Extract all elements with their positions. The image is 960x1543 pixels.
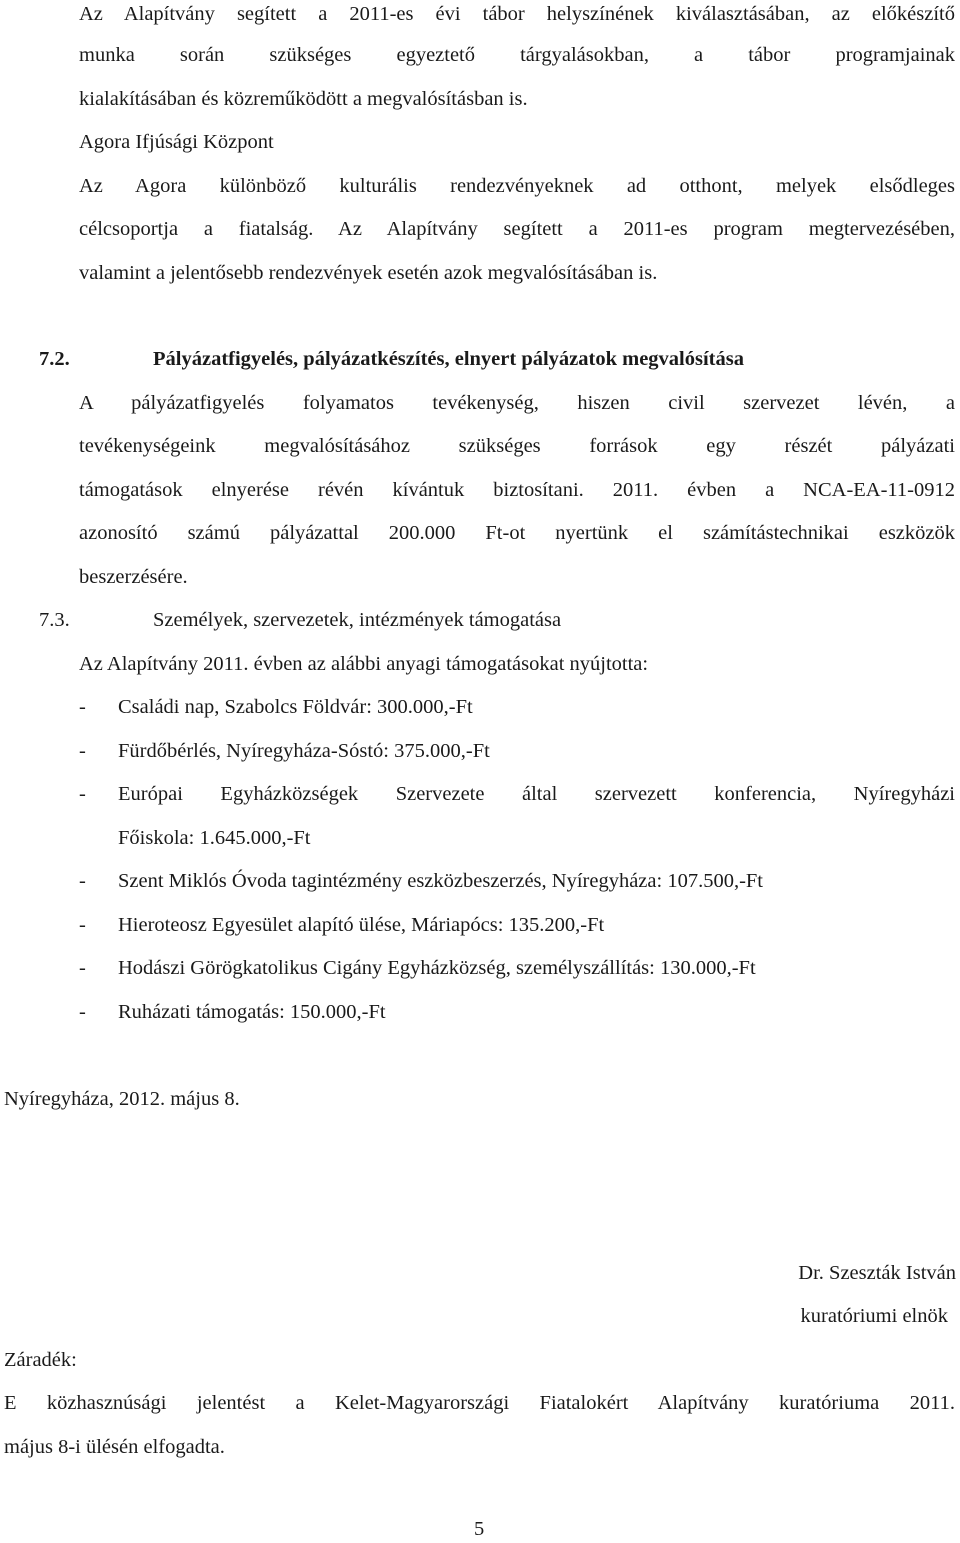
section-7-2-line-5: beszerzésére. <box>79 566 188 588</box>
bullet-dash: - <box>79 957 86 979</box>
section-7-2-line-3: támogatások elnyerése révén kívántuk biztosítani. 2011. évben a NCA-EA-11-0912 <box>79 479 955 501</box>
page-number: 5 <box>474 1518 485 1540</box>
clause-line-2: május 8-i ülésén elfogadta. <box>4 1436 225 1458</box>
intro-line-3: kialakításában és közreműködött a megvalósításban is. <box>79 88 528 110</box>
bullet-dash: - <box>79 1001 86 1023</box>
support-item: Családi nap, Szabolcs Földvár: 300.000,-Ft <box>118 696 473 718</box>
bullet-dash: - <box>79 870 86 892</box>
support-item: Európai Egyházközségek Szervezete által szervezett konferencia, Nyíregyházi <box>118 783 955 805</box>
support-item: Fürdőbérlés, Nyíregyháza-Sóstó: 375.000,-Ft <box>118 740 490 762</box>
bullet-dash: - <box>79 740 86 762</box>
section-7-2-title: Pályázatfigyelés, pályázatkészítés, elnyert pályázatok megvalósítása <box>153 348 744 370</box>
agora-line-3: valamint a jelentősebb rendezvények esetén azok megvalósításában is. <box>79 262 658 284</box>
bullet-dash: - <box>79 696 86 718</box>
support-item: Hieroteosz Egyesület alapító ülése, Máriapócs: 135.200,-Ft <box>118 914 605 936</box>
intro-line-2: munka során szükséges egyeztető tárgyalásokban, a tábor programjainak <box>79 44 955 66</box>
section-7-3-title: Személyek, szervezetek, intézmények támogatása <box>153 609 562 631</box>
place-date: Nyíregyháza, 2012. május 8. <box>4 1088 240 1110</box>
section-7-2-number: 7.2. <box>39 348 70 370</box>
section-7-3-intro: Az Alapítvány 2011. évben az alábbi anyagi támogatásokat nyújtotta: <box>79 653 649 675</box>
section-7-2-line-2: tevékenységeink megvalósításához szükséges források egy részét pályázati <box>79 435 955 457</box>
agora-heading: Agora Ifjúsági Központ <box>79 131 274 153</box>
intro-line-1: Az Alapítvány segített a 2011-es évi tábor helyszínének kiválasztásában, az előkészítő <box>79 3 955 25</box>
section-7-2-line-1: A pályázatfigyelés folyamatos tevékenység, hiszen civil szervezet lévén, a <box>79 392 955 414</box>
agora-line-2: célcsoportja a fiatalság. Az Alapítvány segített a 2011-es program megtervezésében, <box>79 218 955 240</box>
support-item: Hodászi Görögkatolikus Cigány Egyházközség, személyszállítás: 130.000,-Ft <box>118 957 756 979</box>
support-item: Szent Miklós Óvoda tagintézmény eszközbeszerzés, Nyíregyháza: 107.500,-Ft <box>118 870 763 892</box>
section-7-3-number: 7.3. <box>39 609 70 631</box>
clause-line-1: E közhasznúsági jelentést a Kelet-Magyarországi Fiatalokért Alapítvány kuratóriuma 2011. <box>4 1392 955 1414</box>
bullet-dash: - <box>79 914 86 936</box>
agora-line-1: Az Agora különböző kulturális rendezvényeknek ad otthont, melyek elsődleges <box>79 175 955 197</box>
signature-role: kuratóriumi elnök <box>800 1305 948 1327</box>
clause-label: Záradék: <box>4 1349 77 1371</box>
bullet-dash: - <box>79 783 86 805</box>
section-7-2-line-4: azonosító számú pályázattal 200.000 Ft-ot nyertünk el számítástechnikai eszközök <box>79 522 955 544</box>
support-item-continuation: Főiskola: 1.645.000,-Ft <box>118 827 311 849</box>
support-item: Ruházati támogatás: 150.000,-Ft <box>118 1001 386 1023</box>
signature-name: Dr. Szeszták István <box>798 1262 956 1284</box>
